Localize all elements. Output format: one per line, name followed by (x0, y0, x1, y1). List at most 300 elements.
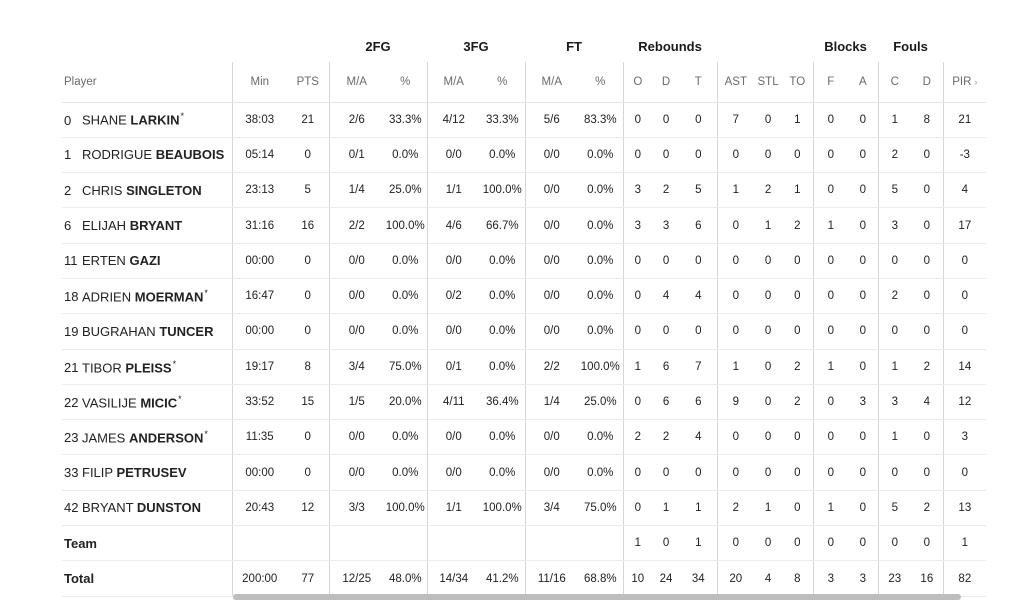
stat-blk-f: 0 (813, 526, 848, 561)
stat-pts: 15 (287, 384, 329, 419)
column-header-foul-d[interactable]: D (911, 62, 943, 102)
stat-min: 05:14 (232, 137, 287, 172)
stat-reb-t: 6 (680, 208, 717, 243)
stat-min: 11:35 (232, 420, 287, 455)
stat-reb-o: 2 (623, 420, 652, 455)
stat-ft-pct: 0.0% (578, 173, 623, 208)
stat-fg2-ma: 2/2 (329, 208, 384, 243)
stat-ft-ma: 0/0 (525, 278, 578, 313)
stat-foul-c: 2 (878, 278, 911, 313)
stat-pts: 0 (287, 137, 329, 172)
player-row[interactable] (62, 420, 986, 455)
stat-fg3-pct: 0.0% (480, 137, 525, 172)
stat-ast: 2 (717, 490, 754, 525)
stat-fg2-ma: 0/0 (329, 455, 384, 490)
column-header-ft-pct[interactable]: % (578, 62, 623, 102)
stat-foul-d: 0 (911, 243, 943, 278)
box-score-table-container (62, 30, 986, 597)
stat-ast: 0 (717, 208, 754, 243)
column-group-header-row (62, 30, 986, 62)
player-last-name[interactable]: TUNCER (159, 323, 214, 339)
horizontal-scrollbar[interactable] (233, 594, 961, 600)
stat-blk-f: 0 (813, 314, 848, 349)
player-first-name: RODRIGUE (82, 147, 153, 163)
stat-to: 2 (782, 349, 813, 384)
stat-blk-a: 0 (848, 173, 878, 208)
stat-fg2-pct: 0.0% (384, 243, 427, 278)
player-row[interactable] (62, 278, 986, 313)
player-row[interactable] (62, 173, 986, 208)
stat-to: 2 (782, 208, 813, 243)
stat-ast: 1 (717, 349, 754, 384)
stat-pts: 0 (287, 243, 329, 278)
stat-reb-d: 2 (652, 420, 680, 455)
starter-marker: * (172, 358, 177, 369)
starter-marker: * (204, 287, 208, 298)
stat-fg3-ma: 0/0 (427, 314, 480, 349)
stat-min: 00:00 (232, 243, 287, 278)
stat-ft-pct: 25.0% (578, 384, 623, 419)
stat-pts: 0 (287, 278, 329, 313)
stat-reb-d: 0 (652, 137, 680, 172)
stat-fg2-pct: 25.0% (384, 173, 427, 208)
stat-ft-pct: 0.0% (578, 455, 623, 490)
stat-pir: 0 (943, 278, 986, 313)
stat-reb-o: 0 (623, 243, 652, 278)
stat-ft-ma: 3/4 (525, 490, 578, 525)
column-header-stl[interactable]: STL (754, 62, 782, 102)
stat-reb-t: 0 (680, 102, 717, 137)
player-number: 33 (64, 465, 79, 481)
player-name-cell[interactable] (62, 349, 232, 384)
sort-chevron-icon[interactable]: › (974, 76, 978, 87)
stat-foul-c: 1 (878, 349, 911, 384)
stat-pts: 0 (287, 455, 329, 490)
stat-min: 00:00 (232, 455, 287, 490)
stat-pts: 8 (287, 349, 329, 384)
player-name-cell[interactable] (62, 455, 232, 490)
group-header-2fg: 2FG (365, 38, 391, 54)
player-first-name: ERTEN (82, 253, 126, 269)
stat-reb-o: 10 (623, 561, 652, 596)
starter-marker: * (180, 111, 185, 122)
player-name-cell[interactable] (62, 314, 232, 349)
stat-reb-t: 4 (680, 278, 717, 313)
stat-stl: 1 (754, 490, 782, 525)
stat-pir: -3 (943, 137, 986, 172)
stat-foul-c: 0 (878, 243, 911, 278)
player-last-name[interactable]: BRYANT (129, 218, 183, 234)
stat-fg3-pct: 33.3% (480, 102, 525, 137)
player-number: 18 (64, 289, 79, 305)
stat-foul-c: 3 (878, 208, 911, 243)
stat-fg2-pct: 0.0% (384, 314, 427, 349)
stat-fg3-ma: 0/0 (427, 137, 480, 172)
stat-foul-d: 2 (911, 349, 943, 384)
stat-fg3-pct: 36.4% (480, 384, 525, 419)
player-first-name: SHANE (82, 112, 127, 128)
stat-foul-c: 1 (878, 102, 911, 137)
stat-ft-ma (525, 526, 578, 561)
stat-to: 1 (782, 173, 813, 208)
player-last-name[interactable]: PETRUSEV (116, 465, 187, 481)
stat-ast: 0 (717, 314, 754, 349)
stat-to: 0 (782, 455, 813, 490)
stat-reb-d: 24 (652, 561, 680, 596)
stat-fg3-ma: 0/0 (427, 243, 480, 278)
stat-stl: 0 (754, 243, 782, 278)
player-first-name: ADRIEN (82, 289, 132, 305)
player-last-name[interactable]: GAZI (129, 253, 161, 269)
stat-blk-a: 0 (848, 278, 878, 313)
stat-reb-o: 0 (623, 278, 652, 313)
stat-reb-t: 4 (680, 420, 717, 455)
stat-foul-c: 5 (878, 490, 911, 525)
player-row[interactable] (62, 208, 986, 243)
player-row[interactable] (62, 384, 986, 419)
stat-fg2-pct: 48.0% (384, 561, 427, 596)
stat-fg2-ma: 0/0 (329, 420, 384, 455)
stat-fg3-pct: 0.0% (480, 420, 525, 455)
stat-to: 0 (782, 490, 813, 525)
player-first-name: BUGRAHAN (82, 323, 156, 339)
stat-fg2-pct: 0.0% (384, 455, 427, 490)
stat-reb-d: 0 (652, 102, 680, 137)
stat-min: 38:03 (232, 102, 287, 137)
stat-to: 0 (782, 137, 813, 172)
stat-to: 8 (782, 561, 813, 596)
stat-stl: 0 (754, 455, 782, 490)
stat-fg2-ma: 3/4 (329, 349, 384, 384)
player-last-name[interactable]: SINGLETON (126, 182, 202, 198)
stat-stl: 0 (754, 278, 782, 313)
group-header-rebounds: Rebounds (638, 38, 702, 54)
stat-fg2-ma: 0/0 (329, 278, 384, 313)
stat-fg2-pct: 75.0% (384, 349, 427, 384)
stat-fg2-ma: 0/0 (329, 314, 384, 349)
stat-reb-d: 1 (652, 490, 680, 525)
column-header-3fg-pct[interactable]: % (480, 62, 525, 102)
stat-reb-d: 0 (652, 314, 680, 349)
stat-reb-d: 2 (652, 173, 680, 208)
stat-fg2-ma: 2/6 (329, 102, 384, 137)
player-first-name: FILIP (82, 465, 113, 481)
stat-foul-d: 0 (911, 455, 943, 490)
stat-min: 19:17 (232, 349, 287, 384)
stat-min: 20:43 (232, 490, 287, 525)
stat-fg3-ma: 4/12 (427, 102, 480, 137)
column-header-row (62, 62, 986, 102)
player-row[interactable] (62, 349, 986, 384)
stat-fg2-pct: 0.0% (384, 420, 427, 455)
player-last-name[interactable]: MICIC (140, 395, 178, 411)
stat-reb-d: 3 (652, 208, 680, 243)
stat-foul-c: 0 (878, 314, 911, 349)
stat-to: 0 (782, 243, 813, 278)
stat-ast: 0 (717, 243, 754, 278)
stat-blk-f: 0 (813, 173, 848, 208)
stat-ft-ma: 0/0 (525, 243, 578, 278)
player-last-name[interactable]: MOERMAN (134, 289, 204, 305)
stat-pts: 21 (287, 102, 329, 137)
stat-reb-t: 1 (680, 526, 717, 561)
stat-reb-t: 0 (680, 455, 717, 490)
column-header-min[interactable]: Min (232, 62, 287, 102)
stat-blk-f: 1 (813, 349, 848, 384)
player-last-name[interactable]: ANDERSON (128, 430, 204, 446)
stat-blk-a: 0 (848, 102, 878, 137)
stat-ft-ma: 5/6 (525, 102, 578, 137)
stat-pts: 12 (287, 490, 329, 525)
stat-reb-o: 0 (623, 384, 652, 419)
stat-fg3-ma (427, 526, 480, 561)
stat-ft-pct: 0.0% (578, 278, 623, 313)
stat-foul-c: 0 (878, 455, 911, 490)
stat-stl: 0 (754, 526, 782, 561)
stat-foul-d: 0 (911, 173, 943, 208)
stat-blk-f: 3 (813, 561, 848, 596)
column-header-pts[interactable]: PTS (287, 62, 329, 102)
stat-fg2-ma: 3/3 (329, 490, 384, 525)
stat-to: 2 (782, 384, 813, 419)
stat-pir: 82 (943, 561, 986, 596)
stat-blk-a: 0 (848, 455, 878, 490)
stat-ft-pct: 68.8% (578, 561, 623, 596)
player-name-cell[interactable] (62, 173, 232, 208)
player-first-name: VASILIJE (82, 395, 137, 411)
stat-ft-pct: 100.0% (578, 349, 623, 384)
player-number: 22 (64, 395, 79, 411)
stat-min: 31:16 (232, 208, 287, 243)
stat-fg2-pct: 0.0% (384, 278, 427, 313)
player-row[interactable] (62, 455, 986, 490)
stat-pir: 14 (943, 349, 986, 384)
stat-pir: 0 (943, 314, 986, 349)
stat-foul-d: 2 (911, 490, 943, 525)
team-label: Team (62, 526, 232, 561)
stat-foul-d: 8 (911, 102, 943, 137)
stat-blk-f: 1 (813, 208, 848, 243)
stat-stl: 1 (754, 208, 782, 243)
player-name-cell[interactable] (62, 490, 232, 525)
stat-reb-d: 6 (652, 384, 680, 419)
stat-ft-ma: 0/0 (525, 208, 578, 243)
player-name-cell[interactable] (62, 420, 232, 455)
stat-reb-d: 0 (652, 243, 680, 278)
scrollbar-thumb[interactable] (233, 594, 961, 600)
player-last-name[interactable]: DUNSTON (136, 500, 201, 516)
group-header-empty-2 (717, 30, 813, 62)
column-header-reb-o[interactable]: O (623, 62, 652, 102)
column-header-pir[interactable] (943, 62, 986, 102)
stat-reb-o: 3 (623, 173, 652, 208)
stat-fg2-pct: 0.0% (384, 137, 427, 172)
stat-blk-a: 0 (848, 137, 878, 172)
stat-fg2-ma: 0/1 (329, 137, 384, 172)
column-header-2fg-pct[interactable]: % (384, 62, 427, 102)
team-row (62, 526, 986, 561)
stat-pts: 0 (287, 420, 329, 455)
stat-stl: 4 (754, 561, 782, 596)
stat-fg2-pct: 100.0% (384, 490, 427, 525)
stat-reb-t: 6 (680, 384, 717, 419)
stat-ft-pct: 0.0% (578, 314, 623, 349)
player-last-name[interactable]: PLEISS (125, 359, 172, 375)
player-name-cell[interactable] (62, 384, 232, 419)
stat-ft-pct (578, 526, 623, 561)
stat-ft-ma: 0/0 (525, 455, 578, 490)
group-header-empty-3 (943, 30, 986, 62)
stat-blk-f: 0 (813, 278, 848, 313)
player-row[interactable] (62, 137, 986, 172)
stat-fg3-pct: 0.0% (480, 314, 525, 349)
stat-pir: 13 (943, 490, 986, 525)
player-row[interactable] (62, 490, 986, 525)
stat-ft-pct: 83.3% (578, 102, 623, 137)
player-number: 11 (64, 253, 78, 269)
stat-foul-d: 4 (911, 384, 943, 419)
player-first-name: ELIJAH (82, 218, 127, 234)
column-header-reb-t[interactable]: T (680, 62, 717, 102)
player-name-cell[interactable] (62, 102, 232, 137)
stat-blk-f: 0 (813, 420, 848, 455)
player-name-cell[interactable] (62, 243, 232, 278)
stat-pts (287, 526, 329, 561)
stat-to: 1 (782, 102, 813, 137)
column-header-pir-label: PIR (952, 75, 972, 88)
stat-min: 00:00 (232, 314, 287, 349)
stat-ft-pct: 0.0% (578, 137, 623, 172)
stat-blk-a: 0 (848, 490, 878, 525)
player-name-cell[interactable] (62, 137, 232, 172)
stat-min (232, 526, 287, 561)
stat-foul-c: 23 (878, 561, 911, 596)
stat-ast: 0 (717, 137, 754, 172)
stat-fg3-ma: 0/2 (427, 278, 480, 313)
stat-blk-f: 0 (813, 384, 848, 419)
stat-min: 200:00 (232, 561, 287, 596)
stat-blk-a: 0 (848, 314, 878, 349)
player-first-name: CHRIS (82, 182, 123, 198)
column-header-to[interactable]: TO (782, 62, 813, 102)
stat-ft-pct: 0.0% (578, 420, 623, 455)
stat-ast: 0 (717, 526, 754, 561)
stat-pir: 21 (943, 102, 986, 137)
stat-pir: 0 (943, 455, 986, 490)
group-header-empty (62, 30, 329, 62)
stat-stl: 0 (754, 102, 782, 137)
stat-foul-d: 0 (911, 420, 943, 455)
stat-fg2-pct: 100.0% (384, 208, 427, 243)
stat-min: 16:47 (232, 278, 287, 313)
stat-reb-t: 1 (680, 490, 717, 525)
stat-fg3-pct: 0.0% (480, 349, 525, 384)
stat-fg2-pct: 33.3% (384, 102, 427, 137)
stat-ast: 0 (717, 278, 754, 313)
stat-fg3-ma: 4/6 (427, 208, 480, 243)
player-number: 0 (64, 112, 72, 128)
player-name-cell[interactable] (62, 278, 232, 313)
group-header-fouls: Fouls (893, 38, 928, 54)
total-row (62, 561, 986, 596)
player-name-cell[interactable] (62, 208, 232, 243)
stat-fg3-pct: 100.0% (480, 173, 525, 208)
stat-pir: 1 (943, 526, 986, 561)
stat-ast: 0 (717, 420, 754, 455)
stat-ft-ma: 0/0 (525, 314, 578, 349)
player-last-name[interactable]: BEAUBOIS (155, 147, 225, 163)
player-row[interactable] (62, 243, 986, 278)
stat-foul-d: 0 (911, 208, 943, 243)
stat-blk-a: 0 (848, 208, 878, 243)
stat-reb-t: 5 (680, 173, 717, 208)
stat-blk-a: 3 (848, 384, 878, 419)
stat-foul-c: 2 (878, 137, 911, 172)
column-header-ast[interactable]: AST (717, 62, 754, 102)
stat-reb-t: 0 (680, 243, 717, 278)
stat-reb-o: 0 (623, 490, 652, 525)
stat-foul-d: 0 (911, 526, 943, 561)
player-last-name[interactable]: LARKIN (130, 112, 180, 128)
stat-foul-c: 5 (878, 173, 911, 208)
stat-foul-c: 1 (878, 420, 911, 455)
player-first-name: BRYANT (82, 500, 134, 516)
column-header-player[interactable]: Player (62, 62, 232, 102)
player-row[interactable] (62, 314, 986, 349)
stat-ft-pct: 0.0% (578, 208, 623, 243)
column-header-foul-c[interactable]: C (878, 62, 911, 102)
stat-ft-ma: 0/0 (525, 173, 578, 208)
stat-blk-f: 0 (813, 243, 848, 278)
stat-fg3-ma: 1/1 (427, 490, 480, 525)
stat-fg3-pct: 100.0% (480, 490, 525, 525)
stat-fg3-ma: 4/11 (427, 384, 480, 419)
stat-fg3-ma: 14/34 (427, 561, 480, 596)
player-number: 1 (64, 147, 72, 163)
stat-fg3-ma: 0/1 (427, 349, 480, 384)
column-header-blk-a[interactable]: A (848, 62, 878, 102)
stat-ft-pct: 75.0% (578, 490, 623, 525)
stat-foul-c: 0 (878, 526, 911, 561)
stat-foul-d: 0 (911, 278, 943, 313)
player-rows (62, 102, 986, 596)
stat-reb-o: 0 (623, 455, 652, 490)
stat-pir: 12 (943, 384, 986, 419)
stat-reb-o: 3 (623, 208, 652, 243)
stat-reb-d: 0 (652, 526, 680, 561)
stat-foul-c: 3 (878, 384, 911, 419)
starter-marker: * (204, 429, 208, 440)
player-number: 2 (64, 182, 72, 198)
stat-pts: 5 (287, 173, 329, 208)
column-header-2fg-ma[interactable]: M/A (329, 62, 384, 102)
column-header-3fg-ma[interactable]: M/A (427, 62, 480, 102)
stat-to: 0 (782, 526, 813, 561)
stat-blk-f: 0 (813, 102, 848, 137)
stat-fg3-pct (480, 526, 525, 561)
column-header-ft-ma[interactable]: M/A (525, 62, 578, 102)
column-header-blk-f[interactable]: F (813, 62, 848, 102)
stat-reb-o: 0 (623, 314, 652, 349)
stat-blk-a: 0 (848, 526, 878, 561)
player-number: 21 (64, 359, 79, 375)
column-header-reb-d[interactable]: D (652, 62, 680, 102)
stat-pts: 0 (287, 314, 329, 349)
stat-reb-d: 0 (652, 455, 680, 490)
stat-fg3-pct: 0.0% (480, 278, 525, 313)
player-row[interactable] (62, 102, 986, 137)
stat-reb-t: 0 (680, 314, 717, 349)
